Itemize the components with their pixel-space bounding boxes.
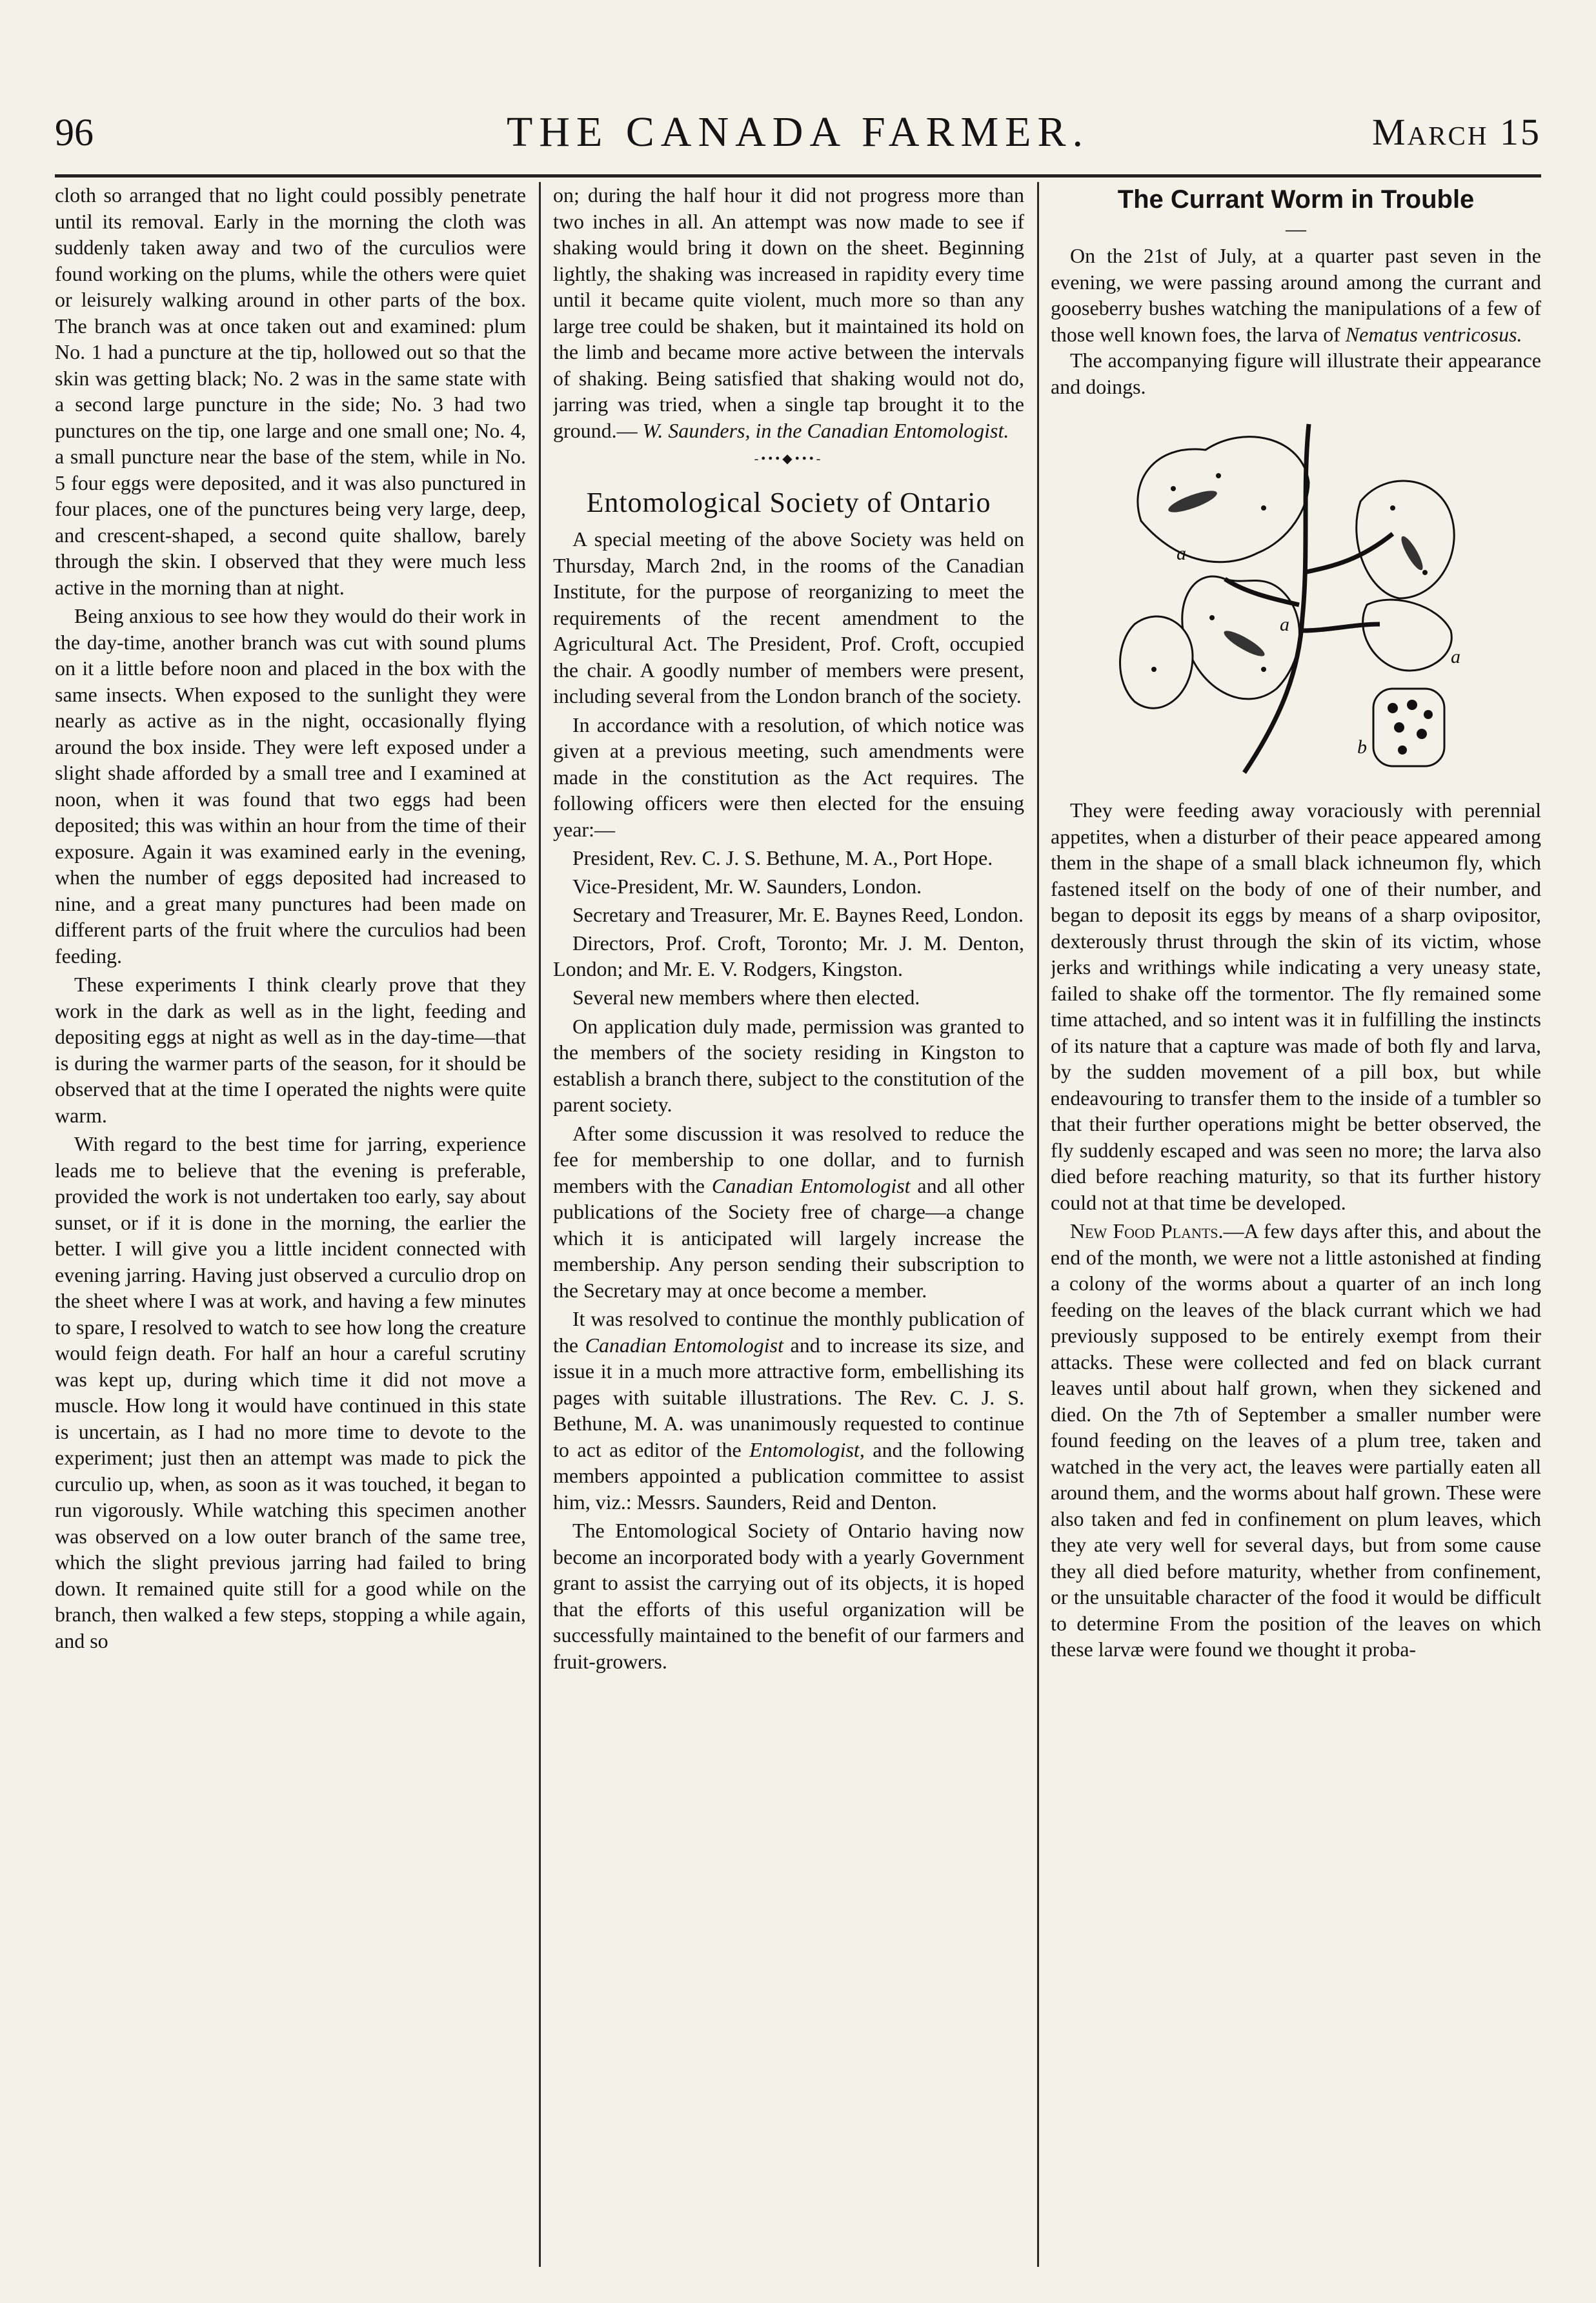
article-heading-entomological-society: Entomological Society of Ontario	[586, 487, 991, 518]
paragraph: In accordance with a resolution, of which notice was given at a previous meeting, such amendments were made in the constitution as the Act requires. The following officers were then elected for the ensuing year:—	[553, 713, 1024, 841]
species-name: Nematus ventricosus.	[1345, 322, 1522, 346]
issue-date: March 15	[1372, 111, 1541, 153]
figure-label-a: a	[1280, 614, 1289, 635]
paragraph	[553, 1306, 1024, 1515]
paragraph	[1051, 243, 1541, 347]
section-ornament: -•••◆•••-	[754, 452, 823, 466]
paragraph: These experiments I think clearly prove that they work in the dark as well as in the light, feeding and depositing eggs at night as well as in the day-time—that is during the warmer parts of the season, for it should be observed that at the time I operated the nights were quite warm.	[55, 973, 526, 1127]
leaf-spot	[1390, 505, 1395, 511]
paragraph-text: and to increase its size, and issue it in a much more attractive form, embellishing its pages with suitable illustrations. The Rev. C. J. S. Bethune, M. A. was unanimously requested to continue to act as editor of the	[553, 1333, 1024, 1461]
page-header	[55, 103, 1541, 178]
egg-dot	[1417, 729, 1427, 739]
paragraph-text: and the following members appointed a publication committee to assist him, viz.: Messrs. Saunders, Reid and Denton.	[553, 1437, 1024, 1514]
column-3	[1051, 182, 1541, 2273]
leaf-spot	[1261, 667, 1266, 672]
paragraph-text: It was resolved to continue the monthly publication of the	[553, 1307, 1024, 1357]
attribution: W. Saunders, in the Canadian Entomologist.	[642, 418, 1009, 442]
paragraph-text: on; during the half hour it did not progress more than two inches in all. An attempt was now made to see if shaking would bring it down on the sheet. Beginning lightly, the shaking was increased in rapidity every time until it became quite violent, much more so than any large tree could be shaken, but it maintained its hold on the limb and became more active between the intervals of shaking. Being satisfied that shaking would not do, jarring was tried, when a single tap brought it to the ground.—	[553, 183, 1024, 442]
paragraph: They were feeding away voraciously with perennial appetites, when a disturber of their peace appeared among them in the shape of a small black ichneumon fly, which fastened itself on the body of one of their number, and began to deposit its eggs by means of a sharp ovipositor, dexterously thrust through the skin of its victim, whose jerks and writhings while indicating a very uneasy state, failed to shake off the tormentor. The fly remained some time attached, and so intent was it in fulfilling the instincts of its nature that a capture was made of both fly and larva, by the sudden movement of a pill box, but while endeavouring to transfer them to the inside of a tumbler so that their further operations might be better observed, the fly suddenly escaped and was seen no more; the larva also died before reaching maturity, so that its further history could not at that time be developed.	[1051, 798, 1541, 1214]
column-1	[55, 182, 526, 2273]
paragraph: The Entomological Society of Ontario having now become an incorporated body with a yearly Government grant to assist the carrying out of its objects, it is hoped that the efforts of this useful organization will be successfully maintained to the benefit of our farmers and fruit-growers.	[553, 1519, 1024, 1673]
officer-directors: Directors, Prof. Croft, Toronto; Mr. J. M. Denton, London; and Mr. E. V. Rodgers, Kingston.	[553, 931, 1024, 980]
subhead-new-food-plants: New Food Plants.	[1070, 1219, 1224, 1243]
paragraph: Being anxious to see how they would do their work in the day-time, another branch was cut with sound plums on it a little before noon and placed in the box with the same insects. When exposed to the sunlight they were nearly as active as in the night, occasionally flying around the box inside. They were left exposed under a slight shade afforded by a small tree and I examined at noon, when it was found that two eggs had been deposited; this was within an hour from the time of their exposure. Again it was examined early in the evening, when the number of eggs deposited had increased to nine, and a great many punctures had been made on different parts of the fruit where the curculios had been feeding.	[55, 604, 526, 968]
paragraph: With regard to the best time for jarring, experience leads me to believe that the evening is preferable, provided the work is not undertaken too early, say about sunset, or if it is done in the morning, the earlier the better. I will give you a little incident connected with evening jarring. Having just observed a curculio drop on the sheet where I was at work, and having a few minutes to spare, I resolved to watch to see how long the creature would feign death. For half an hour a careful scrutiny was kept up, during which time it did not move a muscle. How long it would have continued in this state is uncertain, as I had no more time to devote to the experiment; just then an attempt was made to pick the curculio up, when, as soon as it was touched, it began to run vigorously. While watching this specimen another was observed on a low outer branch of the same tree, which the slight previous jarring had failed to bring down. It remained quite still for a good while on the branch, then walked a few steps, stopping a while again, and so	[55, 1132, 526, 1652]
paragraph: The accompanying figure will illustrate their appearance and doings.	[1051, 349, 1541, 398]
page-number: 96	[55, 111, 94, 154]
leaf-spot	[1171, 486, 1176, 491]
figure-label-a: a	[1451, 646, 1460, 667]
column-rule	[1037, 182, 1039, 2267]
publication-title: Entomologist,	[749, 1437, 865, 1461]
paragraph-text: After some discussion it was resolved to reduce the fee for membership to one dollar, and to furnish members with the	[553, 1121, 1024, 1197]
figure-label-b: b	[1357, 736, 1367, 758]
leaf-spot	[1151, 667, 1157, 672]
paragraph	[1051, 1218, 1541, 1663]
article-heading-currant-worm: The Currant Worm in Trouble	[1117, 185, 1475, 214]
publication-title: Canadian Entomologist	[711, 1173, 911, 1197]
paragraph: cloth so arranged that no light could possibly penetrate until its removal. Early in the morning the cloth was suddenly taken away and two of the curculios were found working on the plums, while the others were quiet or leisurely walking around in other parts of the box. The branch was at once taken out and examined: plum No. 1 had a puncture at the tip, hollowed out so that the skin was getting black; No. 2 was in the same state with a second large puncture in the side; No. 3 had two punctures on the tip, one large and one small one; No. 4, a small puncture near the base of the stem, while in No. 5 four eggs were deposited, and it was also punctured in four places, one of the punctures being very large, deep, and crescent-shaped, a second quite shallow, barely through the skin. I observed that they were much less active in the morning than at night.	[55, 183, 526, 599]
egg-dot	[1388, 703, 1398, 713]
paragraph: Several new members where then elected.	[572, 986, 920, 1009]
article-columns	[55, 182, 1541, 2280]
leaf-spot	[1209, 615, 1215, 620]
leaf-shape	[1120, 616, 1193, 708]
column-2	[553, 182, 1024, 2273]
paragraph-text: —A few days after this, and about the end of the month, we were not a little astonished at finding a colony of the worms about a quarter of an inch long feeding on the leaves of the black currant which we had previously supposed to be entirely exempt from their attacks. These were collected and fed on black currant leaves until about half grown, when they sickened and died. On the 7th of September a smaller number were found feeding on the leaves of a plum tree, taken and watched in the very act, the leaves were partially eaten all around them, and the worms about half grown. These were also taken and fed in confinement on plum leaves, which they ate very well for several days, but from some cause they all died before maturity, whether from confinement, or the unsuitable character of the food it would be difficult to determine From the position of the leaves on which these larvæ were found we thought it proba-	[1051, 1219, 1541, 1661]
paragraph: A special meeting of the above Society was held on Thursday, March 2nd, in the rooms of the Canadian Institute, for the purpose of reorganizing to meet the requirements of the recent amendment to the Agricultural Act. The President, Prof. Croft, occupied the chair. A goodly number of members were present, including several from the London branch of the society.	[553, 527, 1024, 707]
leaf-spot	[1261, 505, 1266, 511]
paragraph-text: and all other publications of the Society free of charge—a change which it is anticipated will largely increase the membership. Any person sending their subscription to the Secretary may at once become a member.	[553, 1173, 1024, 1302]
leaf-spot	[1422, 570, 1428, 575]
officer-secretary: Secretary and Treasurer, Mr. E. Baynes Reed, London.	[572, 903, 1024, 926]
heading-dash: —	[1286, 217, 1306, 240]
currant-worm-illustration	[1115, 411, 1477, 786]
paragraph	[553, 182, 1024, 443]
publication-title: Canadian Entomologist	[585, 1333, 783, 1357]
column-rule	[539, 182, 541, 2267]
paragraph: On application duly made, permission was granted to the members of the society residing in Kingston to establish a branch there, subject to the constitution of the parent society.	[553, 1014, 1024, 1116]
egg-dot	[1398, 746, 1407, 755]
paragraph	[553, 1121, 1024, 1304]
egg-dot	[1394, 722, 1404, 733]
egg-detail-box	[1373, 689, 1444, 766]
egg-dot	[1424, 710, 1433, 719]
figure-label-a: a	[1177, 543, 1186, 564]
egg-dot	[1407, 700, 1417, 710]
masthead-title: THE CANADA FARMER.	[506, 108, 1089, 156]
leaf-shape	[1363, 600, 1452, 671]
paragraph-text: On the 21st of July, at a quarter past seven in the evening, we were passing around among the currant and gooseberry bushes watching the manipulations of a few of those well known foes, the larva of	[1051, 244, 1541, 346]
officer-vice-president: Vice-President, Mr. W. Saunders, London.	[572, 875, 922, 898]
leaf-shape	[1138, 437, 1309, 562]
leaf-spot	[1216, 473, 1221, 478]
officer-president: President, Rev. C. J. S. Bethune, M. A., Port Hope.	[572, 846, 993, 869]
